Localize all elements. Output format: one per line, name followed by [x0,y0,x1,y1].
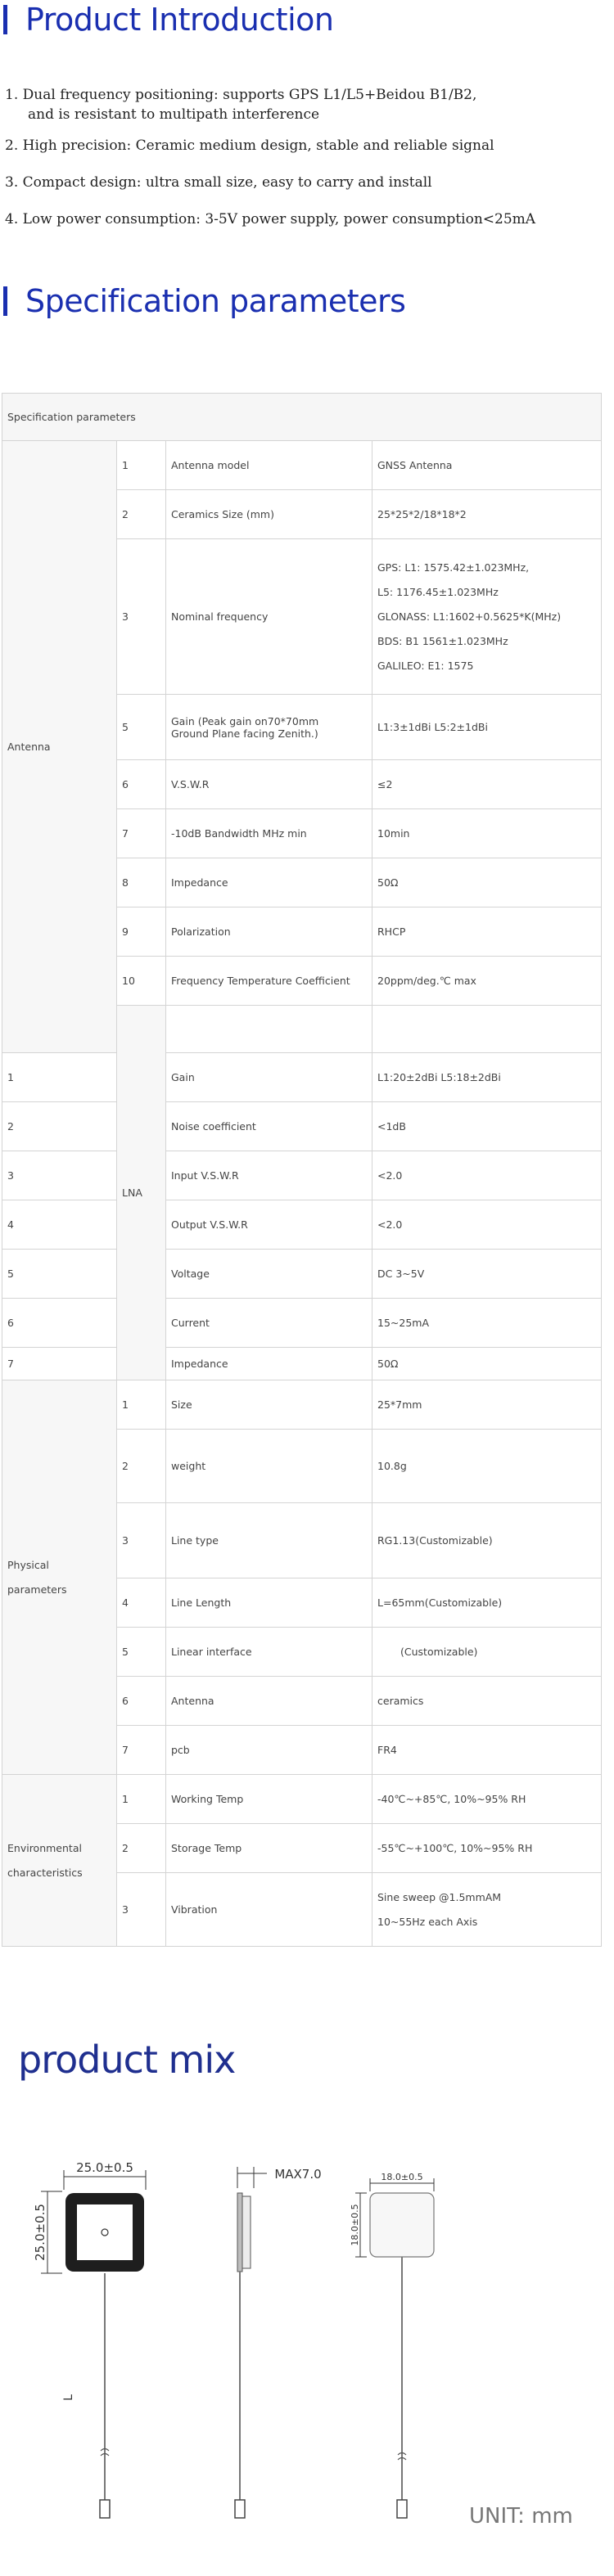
param-value: 50Ω [372,858,602,907]
row-number: 1 [117,441,166,490]
param-name: Antenna [166,1677,372,1726]
param-name: Impedance [166,858,372,907]
item-text: Dual frequency positioning: supports GPS L1/L5+Beidou B1/B2, [22,87,477,103]
front-view [33,2160,146,2518]
row-number: 3 [117,1503,166,1578]
param-name: Output V.S.W.R [166,1200,372,1250]
param-value: (Customizable) [372,1628,602,1677]
value-line: GLONASS: L1:1602+0.5625*K(MHz) [377,610,562,623]
specification-heading [0,283,405,319]
param-value: DC 3~5V [372,1250,602,1299]
param-value: 10min [372,809,602,858]
param-value: 50Ω [372,1348,602,1380]
table-row [2,1250,602,1299]
table-row [2,1151,602,1200]
small-connector [397,2500,407,2518]
row-number: 7 [117,809,166,858]
param-value: -55℃~+100℃, 10%~95% RH [372,1824,602,1873]
table-row [2,1200,602,1250]
value-line: GPS: L1: 1575.42±1.023MHz, [377,561,530,574]
width-label: 25.0±0.5 [76,2160,133,2175]
param-name: Size [166,1380,372,1430]
intro-item [5,136,611,155]
param-name: Frequency Temperature Coefficient [166,957,372,1006]
row-number: 2 [117,490,166,539]
side-view [235,2167,322,2518]
item-text: High precision: Ceramic medium design, stable and reliable signal [22,137,494,154]
row-number: 2 [2,1102,117,1151]
product-mix-heading: product mix [18,2038,236,2082]
param-name: Storage Temp [166,1824,372,1873]
side-connector [235,2500,245,2518]
param-value: RHCP [372,907,602,957]
thickness-label: MAX7.0 [274,2167,322,2182]
row-number: 8 [117,858,166,907]
param-value: -40℃~+85℃, 10%~95% RH [372,1775,602,1824]
param-name [166,695,372,760]
small-antenna-view [350,2172,434,2518]
table-header-cell: Specification parameters [2,394,602,441]
param-name: Input V.S.W.R [166,1151,372,1200]
param-value: GNSS Antenna [372,441,602,490]
param-name: Line type [166,1503,372,1578]
param-name: Ceramics Size (mm) [166,490,372,539]
param-value: ≤2 [372,760,602,809]
param-value: 15~25mA [372,1299,602,1348]
group-physical: Physical parameters [2,1380,117,1775]
row-number: 6 [2,1299,117,1348]
param-name: Voltage [166,1250,372,1299]
param-name: Line Length [166,1578,372,1628]
heading-text: Product Introduction [25,2,334,38]
param-name: Linear interface [166,1628,372,1677]
table-row [2,1053,602,1102]
small-patch [370,2193,434,2257]
row-number: 5 [2,1250,117,1299]
table-row [2,1299,602,1348]
intro-list [5,85,611,229]
heading-text: Specification parameters [25,283,406,319]
row-number: 3 [117,1873,166,1947]
row-number: 5 [117,695,166,760]
param-value: L1:20±2dBi L5:18±2dBi [372,1053,602,1102]
unit-label: UNIT: mm [469,2504,573,2529]
group-lna: LNA [117,1006,166,1380]
param-name: Current [166,1299,372,1348]
row-number: 1 [117,1380,166,1430]
param-name: pcb [166,1726,372,1775]
param-value: <2.0 [372,1151,602,1200]
item-number: 2. [5,137,19,154]
row-number: 2 [117,1430,166,1503]
row-number: 1 [2,1053,117,1102]
specification-table [2,393,602,1947]
param-name: Gain [166,1053,372,1102]
intro-item [5,85,611,124]
product-introduction-heading [0,2,333,38]
side-pcb [237,2193,242,2272]
name-line: Gain (Peak gain on70*70mm [171,714,319,727]
value-line: 10~55Hz each Axis [377,1915,478,1928]
table-row [2,1380,602,1430]
item-number: 3. [5,174,19,191]
item-text: Compact design: ultra small size, easy to carry and install [22,174,432,191]
row-number: 1 [117,1775,166,1824]
param-name: Working Temp [166,1775,372,1824]
table-header-row [2,394,602,441]
heading-accent-bar [3,5,7,34]
param-name: weight [166,1430,372,1503]
ceramic-patch-face [77,2204,133,2260]
param-value: 25*25*2/18*18*2 [372,490,602,539]
row-number: 4 [117,1578,166,1628]
row-number: 3 [117,539,166,695]
param-value: 10.8g [372,1430,602,1503]
row-number: 7 [117,1726,166,1775]
dimension-drawing [0,2128,614,2537]
row-number: 5 [117,1628,166,1677]
param-value [372,1873,602,1947]
row-number: 10 [117,957,166,1006]
item-text-continued: and is resistant to multipath interference [28,106,320,123]
small-height-label: 18.0±0.5 [350,2204,360,2246]
param-name: V.S.W.R [166,760,372,809]
item-number: 4. [5,211,19,227]
param-name: Polarization [166,907,372,957]
param-value: ceramics [372,1677,602,1726]
param-value: L=65mm(Customizable) [372,1578,602,1628]
row-number: 3 [2,1151,117,1200]
param-name [372,1006,602,1053]
value-line: Sine sweep @1.5mmAM [377,1890,502,1903]
param-name: -10dB Bandwidth MHz min [166,809,372,858]
length-label: L [62,2394,75,2401]
param-value: FR4 [372,1726,602,1775]
table-row [2,1775,602,1824]
group-environmental: Environmental characteristics [2,1775,117,1947]
row-number: 6 [117,760,166,809]
height-label: 25.0±0.5 [33,2204,47,2261]
param-value: RG1.13(Customizable) [372,1503,602,1578]
param-name: Vibration [166,1873,372,1947]
small-width-label: 18.0±0.5 [381,2172,423,2182]
param-name: Impedance [166,1348,372,1380]
param-value [372,539,602,695]
table-row [2,1348,602,1380]
intro-item [5,173,611,192]
param-value: <2.0 [372,1200,602,1250]
param-value: <1dB [372,1102,602,1151]
item-number: 1. [5,87,19,103]
param-name: Antenna model [166,441,372,490]
param-name: Noise coefficient [166,1102,372,1151]
param-name: Nominal frequency [166,539,372,695]
heading-accent-bar [3,286,7,316]
row-number [166,1006,372,1053]
group-antenna: Antenna [2,441,117,1053]
table-row [2,441,602,490]
row-number: 6 [117,1677,166,1726]
row-number: 9 [117,907,166,957]
row-number: 7 [2,1348,117,1380]
row-number: 2 [117,1824,166,1873]
connector [100,2500,110,2518]
table-row [2,1102,602,1151]
param-value: 25*7mm [372,1380,602,1430]
name-line: Ground Plane facing Zenith.) [171,727,318,740]
value-line: L5: 1176.45±1.023MHz [377,585,499,598]
row-number: 4 [2,1200,117,1250]
intro-item [5,209,611,229]
value-line: GALILEO: E1: 1575 [377,659,474,672]
value-line: BDS: B1 1561±1.023MHz [377,634,508,647]
side-ceramic [242,2196,251,2268]
item-text: Low power consumption: 3-5V power supply, power consumption<25mA [22,211,536,227]
param-value: L1:3±1dBi L5:2±1dBi [372,695,602,760]
param-value: 20ppm/deg.℃ max [372,957,602,1006]
